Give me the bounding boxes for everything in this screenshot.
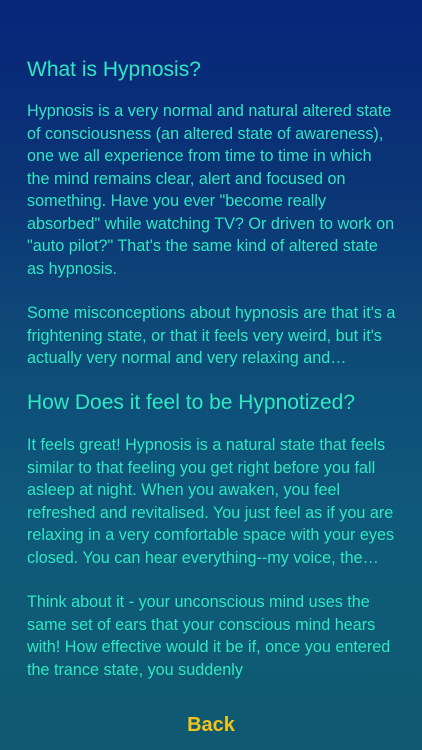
section-paragraph: Think about it - your unconscious mind uses the same set of ears that your conscious mind hears with! How effective would it be if, once you entered the trance state, you suddenly (27, 593, 391, 679)
section-paragraph: Some misconceptions about hypnosis are that it's a frightening state, or that it feels very weird, but it's actually very normal and very relaxing and (27, 304, 396, 367)
section-paragraph: Hypnosis is a very normal and natural altered state of consciousness (an altered state of awareness), one we all experience from time to time in which the mind remains clear, alert and focused on something. Have you ever "become really absorbed" while watching TV? Or driven to work on "auto pilot?" That's the same kind of altered state as hypnosis. (27, 102, 395, 278)
section-how-does-it-feel (27, 390, 397, 681)
footer-bar (0, 700, 422, 750)
section-paragraph: It feels great! Hypnosis is a natural state that feels similar to that feeling you get right before you fall asleep at night. When you awaken, you feel refreshed and revitalised. You just feel as if you are relaxing in a very comfortable space with your eyes closed. You can hear everything--my voice, the (27, 436, 395, 567)
back-button[interactable]: Back (175, 710, 247, 741)
section-title: How Does it feel to be Hypnotized? (27, 391, 356, 414)
section-what-is-hypnosis (27, 57, 397, 370)
section-title: What is Hypnosis? (27, 58, 201, 81)
